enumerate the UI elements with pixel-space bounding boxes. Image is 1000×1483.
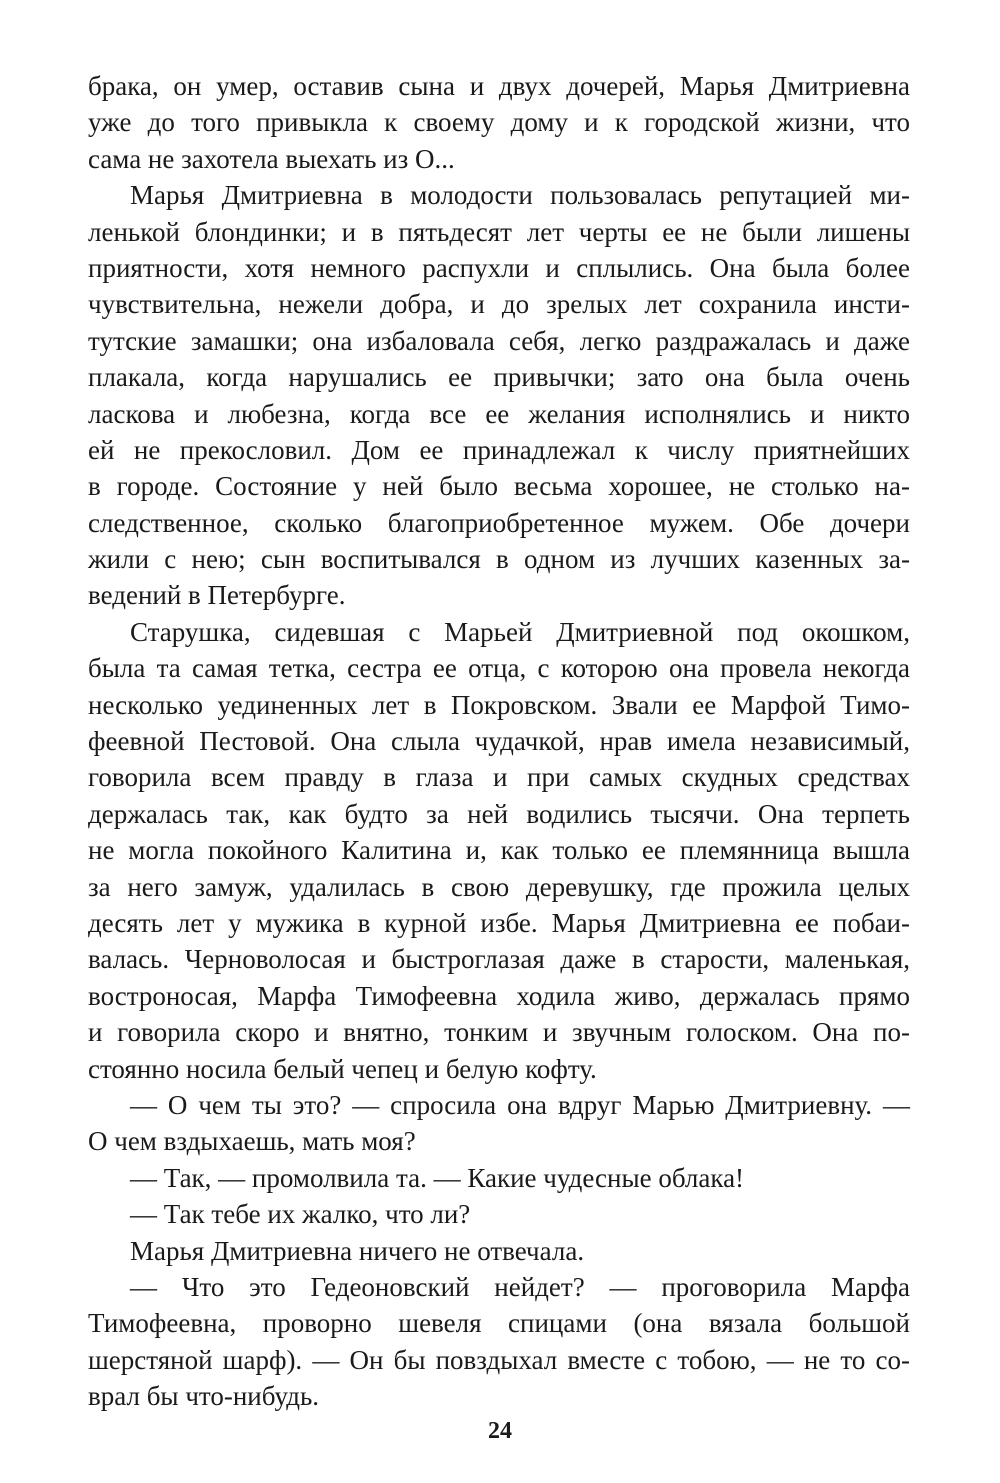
dialogue-line: — Так, — промолвила та. — Какие чудесные облака! bbox=[130, 1162, 745, 1193]
text-line: брака, он умер, оставив сына и двух дочерей, Марья Дмитриевна bbox=[88, 71, 910, 101]
dialogue-line: врал бы что-нибудь. bbox=[88, 1381, 320, 1412]
text-line: держалась так, как будто за ней водились тысячи. Она терпеть bbox=[88, 798, 910, 829]
text-line: Марья Дмитриевна ничего не отвечала. bbox=[130, 1235, 585, 1266]
text-line: ласкова и любезна, когда все ее желания исполнялись и никто bbox=[88, 398, 910, 429]
text-line: говорила всем правду в глаза и при самых скудных средствах bbox=[88, 762, 910, 793]
text-line: ей не прекословил. Дом ее принадлежал к числу приятнейших bbox=[88, 434, 910, 465]
text-line: и говорила скоро и внятно, тонким и звучным голоском. Она по- bbox=[88, 1017, 910, 1048]
text-line: Марья Дмитриевна в молодости пользовалась репутацией ми- bbox=[130, 180, 910, 211]
text-line: уже до того привыкла к своему дому и к городской жизни, что bbox=[88, 107, 910, 138]
text-line: ведений в Петербурге. bbox=[88, 580, 346, 611]
dialogue-line: — О чем ты это? — спросила она вдруг Марью Дмитриевну. — bbox=[130, 1089, 910, 1120]
text-line: востроносая, Марфа Тимофеевна ходила живо, держалась прямо bbox=[88, 980, 910, 1011]
text-line: десять лет у мужика в курной избе. Марья Дмитриевна ее побаи- bbox=[88, 907, 910, 938]
text-line: тутские замашки; она избаловала себя, легко раздражалась и даже bbox=[88, 325, 910, 356]
dialogue-line: Тимофеевна, проворно шевеля спицами (она вязала большой bbox=[88, 1308, 910, 1339]
text-line: ленькой блондинки; и в пятьдесят лет черты ее не были лишены bbox=[88, 216, 910, 247]
text-line: следственное, сколько благоприобретенное мужем. Обе дочери bbox=[88, 507, 910, 538]
text-line: за него замуж, удалилась в свою деревушку, где прожила целых bbox=[88, 871, 910, 902]
page-number: 24 bbox=[488, 1418, 512, 1444]
dialogue-line: О чем вздыхаешь, мать моя? bbox=[88, 1126, 416, 1157]
text-line: сама не захотела выехать из О... bbox=[88, 143, 455, 174]
text-line: Старушка, сидевшая с Марьей Дмитриевной под окошком, bbox=[130, 616, 910, 647]
text-line: чувствительна, нежели добра, и до зрелых лет сохранила инсти- bbox=[88, 289, 910, 320]
text-line: приятности, хотя немного распухли и сплылись. Она была более bbox=[88, 252, 910, 283]
text-line: в городе. Состояние у ней было весьма хорошее, не столько на- bbox=[88, 471, 910, 502]
page-text bbox=[88, 68, 910, 1414]
text-line: жили с нею; сын воспитывался в одном из лучших казенных за- bbox=[88, 544, 910, 575]
text-line: несколько уединенных лет в Покровском. Звали ее Марфой Тимо- bbox=[88, 689, 910, 720]
text-line: плакала, когда нарушались ее привычки; зато она была очень bbox=[88, 362, 910, 393]
dialogue-line: — Так тебе их жалко, что ли? bbox=[130, 1199, 471, 1230]
dialogue-line: шерстяной шарф). — Он бы повздыхал вместе с тобою, — не то со- bbox=[88, 1344, 910, 1375]
text-line: не могла покойного Калитина и, как только ее племянница вышла bbox=[88, 835, 910, 866]
text-line: феевной Пестовой. Она слыла чудачкой, нрав имела независимый, bbox=[88, 726, 910, 757]
text-line: была та самая тетка, сестра ее отца, с которою она провела некогда bbox=[88, 653, 910, 684]
dialogue-line: — Что это Гедеоновский нейдет? — проговорила Марфа bbox=[130, 1271, 910, 1302]
text-line: стоянно носила белый чепец и белую кофту. bbox=[88, 1053, 597, 1084]
text-line: валась. Черноволосая и быстроглазая даже в старости, маленькая, bbox=[88, 944, 910, 975]
